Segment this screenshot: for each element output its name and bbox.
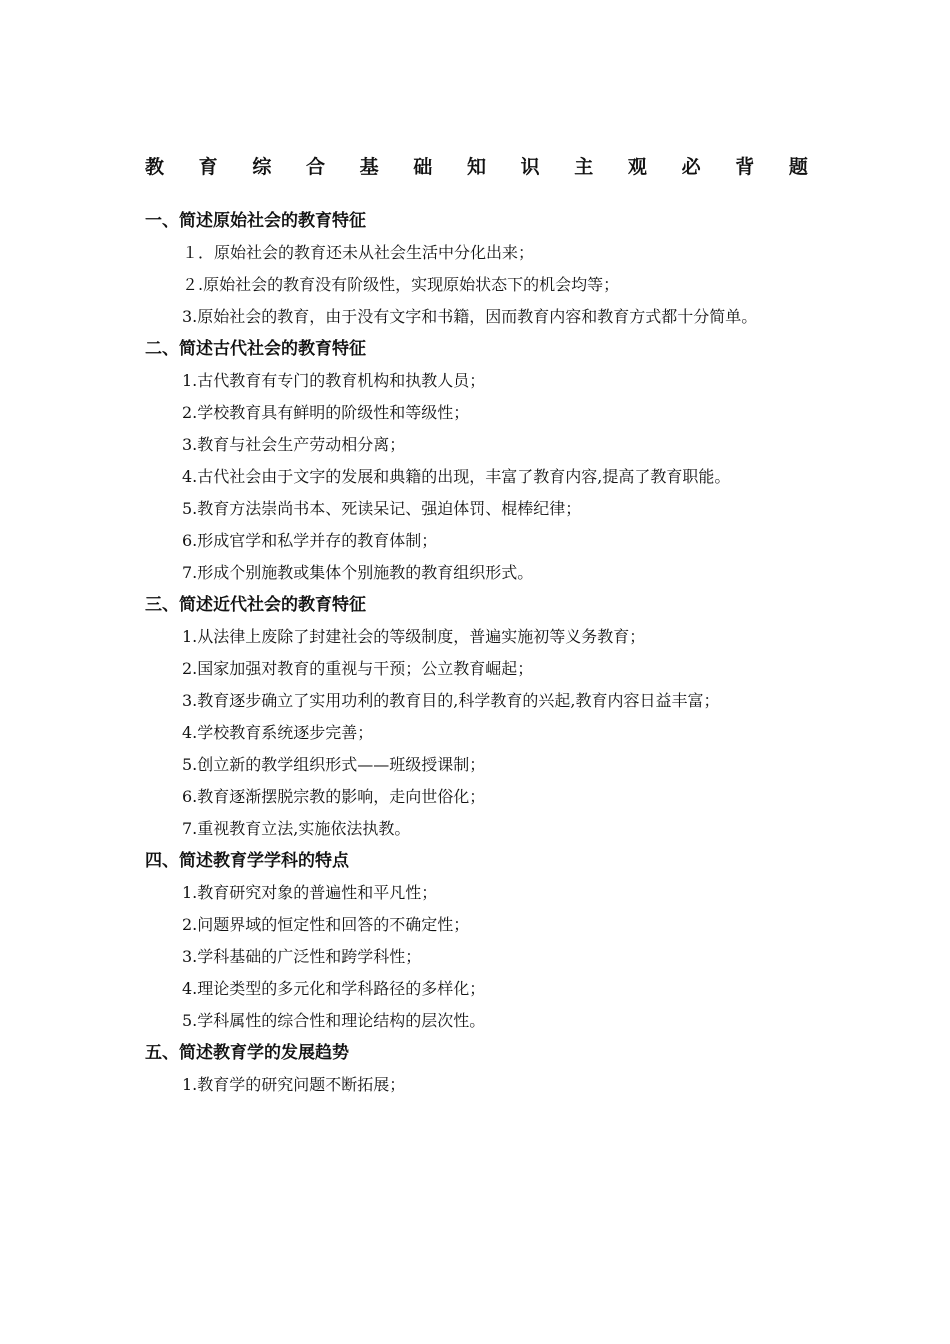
title-char: 观 [627,156,647,178]
title-char: 基 [359,156,379,178]
title-char: 识 [520,156,540,178]
section-heading: 三、简述近代社会的教育特征 [145,595,366,615]
title-char: 背 [735,156,755,178]
list-item: 4.古代社会由于文字的发展和典籍的出现，丰富了教育内容,提高了教育职能。 [182,467,731,486]
list-item: 2.问题界域的恒定性和回答的不确定性； [182,915,470,934]
list-item: 3.教育与社会生产劳动相分离； [182,435,406,454]
list-item: 5.教育方法崇尚书本、死读呆记、强迫体罚、棍棒纪律； [182,499,582,518]
section-heading: 二、简述古代社会的教育特征 [145,339,366,359]
title-char: 必 [681,156,701,178]
list-item: 5.学科属性的综合性和理论结构的层次性。 [182,1011,486,1030]
page-title [145,152,808,182]
list-item: 2.国家加强对教育的重视与干预；公立教育崛起； [182,659,534,678]
list-item: 1.古代教育有专门的教育机构和执教人员； [182,371,486,390]
section [145,205,808,333]
list-item: 7.形成个别施教或集体个别施教的教育组织形式。 [182,563,534,582]
list-item: 6.形成官学和私学并存的教育体制； [182,531,438,550]
document-body [145,205,808,1101]
list-item: 3.教育逐步确立了实用功利的教育目的,科学教育的兴起,教育内容日益丰富； [182,691,720,710]
list-item: 6.教育逐渐摆脱宗教的影响，走向世俗化； [182,787,486,806]
section [145,333,808,589]
title-char: 知 [466,156,486,178]
title-char: 育 [198,156,218,178]
list-item: 1.教育研究对象的普遍性和平凡性； [182,883,438,902]
section [145,589,808,845]
title-char: 合 [305,156,325,178]
list-item: 4.学校教育系统逐步完善； [182,723,374,742]
list-item: 3.学科基础的广泛性和跨学科性； [182,947,422,966]
list-item: ２.原始社会的教育没有阶级性，实现原始状态下的机会均等； [182,275,620,294]
title-char: 题 [788,156,808,178]
section [145,845,808,1037]
list-item: 1.教育学的研究问题不断拓展； [182,1075,406,1094]
section-heading: 五、简述教育学的发展趋势 [145,1043,349,1063]
list-item: 2.学校教育具有鲜明的阶级性和等级性； [182,403,470,422]
section [145,1037,808,1101]
title-char: 主 [574,156,594,178]
title-char: 础 [413,156,433,178]
title-char: 综 [252,156,272,178]
list-item: 5.创立新的教学组织形式——班级授课制； [182,755,486,774]
section-heading: 四、简述教育学学科的特点 [145,851,349,871]
section-heading: 一、简述原始社会的教育特征 [145,211,366,231]
list-item: 3.原始社会的教育，由于没有文字和书籍，因而教育内容和教育方式都十分简单。 [182,307,758,326]
list-item: １．原始社会的教育还未从社会生活中分化出来； [182,243,535,262]
list-item: 1.从法律上废除了封建社会的等级制度，普遍实施初等义务教育； [182,627,646,646]
list-item: 4.理论类型的多元化和学科路径的多样化； [182,979,486,998]
list-item: 7.重视教育立法,实施依法执教。 [182,819,411,838]
title-char: 教 [145,156,165,178]
